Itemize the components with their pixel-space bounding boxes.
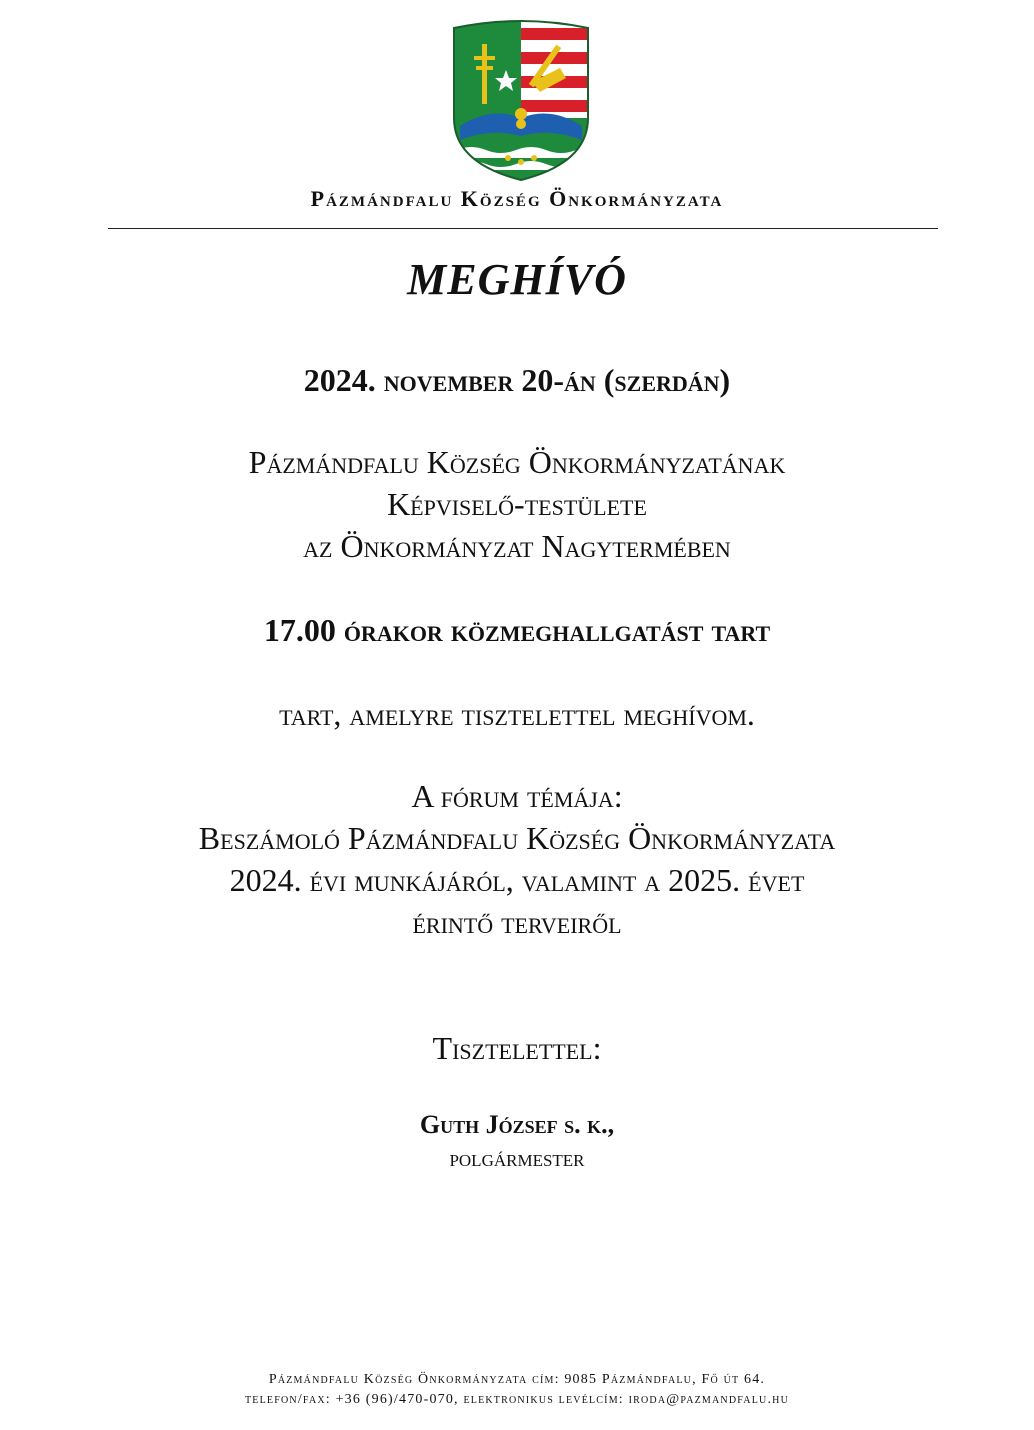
body-line-3: az Önkormányzat Nagytermében	[303, 528, 731, 564]
footer-address: Pázmándfalu Község Önkormányzata cím: 9085 Pázmándfalu, Fő út 64.	[268, 1372, 766, 1387]
signer-name: Guth József s. k.,	[419, 1110, 615, 1139]
signer-title: polgármester	[449, 1146, 585, 1172]
date-line: 2024. november 20-án (szerdán)	[303, 362, 731, 398]
topic-label: A fórum témája:	[411, 778, 623, 814]
topic-line-2: 2024. évi munkájáról, valamint a 2025. évet	[229, 862, 805, 898]
body-line-2: Képviselő-testülete	[387, 486, 647, 522]
body-line-1: Pázmándfalu Község Önkormányzatának	[248, 444, 786, 480]
coat-of-arms-icon	[446, 18, 596, 186]
topic-line-3: érintő terveiről	[412, 904, 622, 940]
org-title: Pázmándfalu Község Önkormányzata	[310, 186, 724, 211]
page-title: MEGHÍVÓ	[407, 255, 627, 304]
topic-line-1: Beszámoló Pázmándfalu Község Önkormányzata	[198, 820, 836, 856]
header-divider	[108, 228, 938, 229]
footer-contact: telefon/fax: +36 (96)/470-070, elektronikus levélcím: iroda@pazmandfalu.hu	[245, 1392, 789, 1407]
invite-line: tart, amelyre tisztelettel meghívom.	[279, 696, 755, 732]
time-line: 17.00 órakor közmeghallgatást tart	[263, 612, 771, 648]
closing-line: Tisztelettel:	[432, 1030, 602, 1066]
